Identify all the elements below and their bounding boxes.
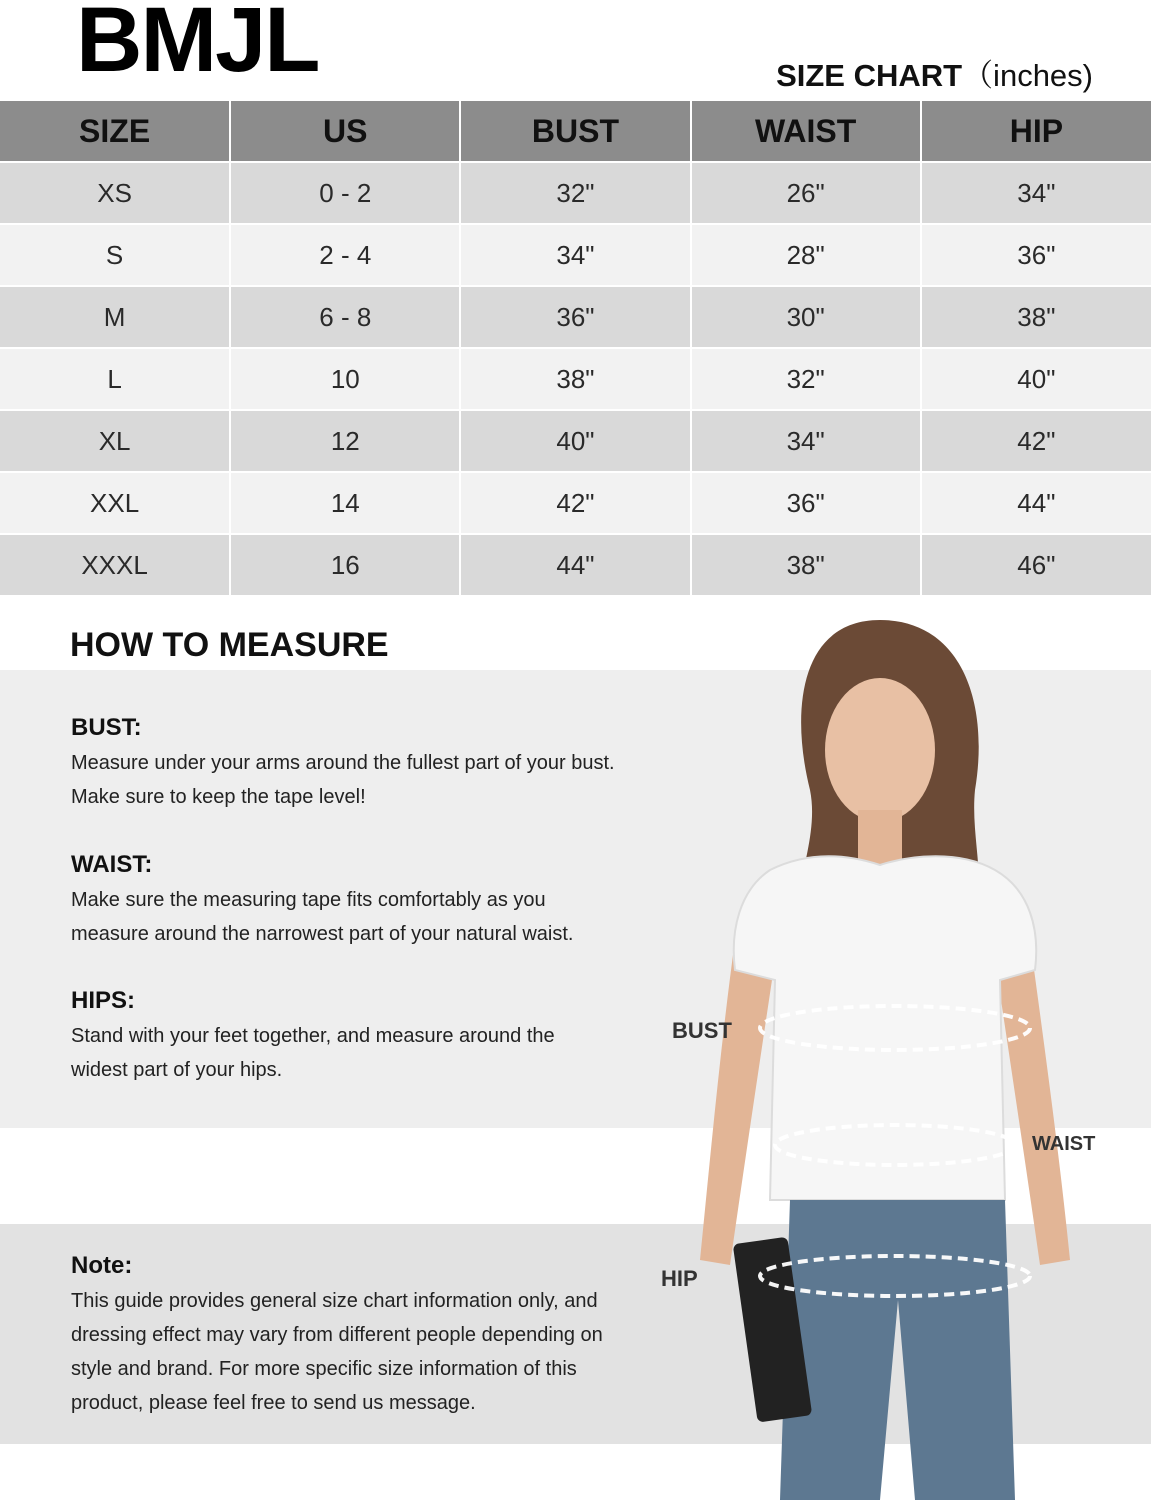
bust-line-1: Measure under your arms around the fullest part of your bust. <box>71 752 615 774</box>
cell-us: 2 - 4 <box>230 224 460 286</box>
size-table <box>0 101 1151 595</box>
table-row <box>0 286 1151 348</box>
hips-instructions <box>71 987 671 1087</box>
how-to-measure-title: HOW TO MEASURE <box>70 626 389 664</box>
waist-heading: WAIST: <box>71 851 153 878</box>
size-chart-unit: （inches) <box>962 58 1093 93</box>
header-us: US <box>230 101 460 162</box>
cell-hip: 42" <box>921 410 1151 472</box>
cell-hip: 38" <box>921 286 1151 348</box>
hip-figure-label: HIP <box>661 1266 698 1291</box>
model-photo <box>640 600 1151 1500</box>
header-waist: WAIST <box>691 101 921 162</box>
cell-size: XXXL <box>0 534 230 595</box>
cell-size: S <box>0 224 230 286</box>
cell-size: XS <box>0 162 230 224</box>
bust-figure-label: BUST <box>672 1018 732 1043</box>
bust-heading: BUST: <box>71 714 142 741</box>
cell-waist: 36" <box>691 472 921 534</box>
cell-hip: 44" <box>921 472 1151 534</box>
cell-us: 14 <box>230 472 460 534</box>
table-row <box>0 162 1151 224</box>
waist-figure-label: WAIST <box>1032 1133 1096 1155</box>
cell-bust: 42" <box>460 472 690 534</box>
table-row <box>0 534 1151 595</box>
cell-bust: 36" <box>460 286 690 348</box>
cell-waist: 26" <box>691 162 921 224</box>
brand-logo: BMJL <box>76 0 319 91</box>
cell-waist: 28" <box>691 224 921 286</box>
header-bust: BUST <box>460 101 690 162</box>
hips-heading: HIPS: <box>71 987 136 1014</box>
cell-hip: 40" <box>921 348 1151 410</box>
cell-us: 16 <box>230 534 460 595</box>
note-line-2: dressing effect may vary from different people depending on <box>71 1324 603 1346</box>
table-row <box>0 472 1151 534</box>
note-line-1: This guide provides general size chart information only, and <box>71 1290 598 1312</box>
hips-line-1: Stand with your feet together, and measure around the <box>71 1025 555 1047</box>
cell-us: 6 - 8 <box>230 286 460 348</box>
model-illustration <box>640 600 1151 1500</box>
cell-bust: 34" <box>460 224 690 286</box>
table-header-row <box>0 101 1151 162</box>
note-line-4: product, please feel free to send us message. <box>71 1392 476 1414</box>
waist-line-2: measure around the narrowest part of your natural waist. <box>71 923 574 945</box>
cell-waist: 32" <box>691 348 921 410</box>
cell-bust: 38" <box>460 348 690 410</box>
table-row <box>0 410 1151 472</box>
cell-waist: 34" <box>691 410 921 472</box>
cell-hip: 46" <box>921 534 1151 595</box>
table-row <box>0 348 1151 410</box>
bust-instructions <box>71 714 671 814</box>
size-chart-label: SIZE CHART <box>776 58 963 93</box>
cell-size: XL <box>0 410 230 472</box>
cell-hip: 34" <box>921 162 1151 224</box>
cell-waist: 38" <box>691 534 921 595</box>
cell-us: 10 <box>230 348 460 410</box>
cell-us: 12 <box>230 410 460 472</box>
cell-size: L <box>0 348 230 410</box>
cell-hip: 36" <box>921 224 1151 286</box>
note-line-3: style and brand. For more specific size information of this <box>71 1358 577 1380</box>
table-row <box>0 224 1151 286</box>
header-hip: HIP <box>921 101 1151 162</box>
cell-bust: 32" <box>460 162 690 224</box>
note-heading: Note: <box>71 1252 133 1279</box>
cell-waist: 30" <box>691 286 921 348</box>
hips-line-2: widest part of your hips. <box>71 1059 283 1081</box>
cell-us: 0 - 2 <box>230 162 460 224</box>
note-block <box>71 1252 651 1420</box>
cell-size: M <box>0 286 230 348</box>
waist-instructions <box>71 851 671 951</box>
header-size: SIZE <box>0 101 230 162</box>
cell-size: XXL <box>0 472 230 534</box>
bust-line-2: Make sure to keep the tape level! <box>71 786 366 808</box>
size-chart-title <box>776 50 1093 95</box>
waist-line-1: Make sure the measuring tape fits comfortably as you <box>71 889 546 911</box>
cell-bust: 44" <box>460 534 690 595</box>
cell-bust: 40" <box>460 410 690 472</box>
